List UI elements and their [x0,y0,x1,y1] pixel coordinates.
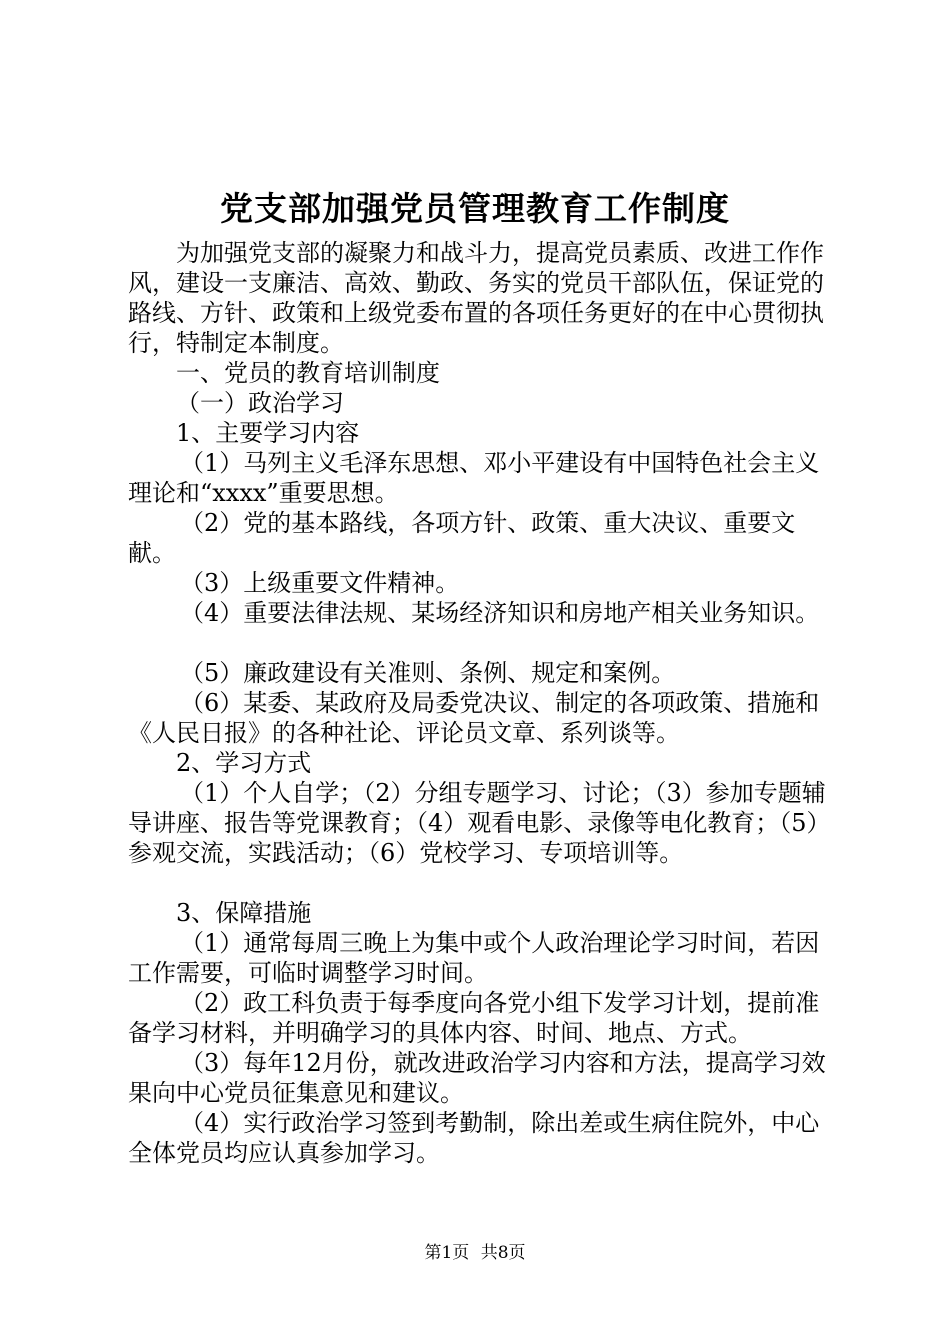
paragraph-item-1-2: （2）党的基本路线，各项方针、政策、重大决议、重要文献。 [128,509,796,567]
blank-line [128,628,828,658]
paragraph-item-3-2: （2）政工科负责于每季度向各党小组下发学习计划，提前准备学习材料，并明确学习的具体内容、时间、地点、方式。 [128,989,820,1047]
heading-subsection-1: （一）政治学习 [176,389,344,417]
paragraph-item-1-1: （1）马列主义毛泽东思想、邓小平建设有中国特色社会主义理论和“xxxx”重要思想。 [128,449,820,507]
paragraph-item-1-4: （4）重要法律法规、某场经济知识和房地产相关业务知识。 [180,599,820,627]
heading-item-3: 3、保障措施 [176,899,312,927]
paragraph-item-3-1: （1）通常每周三晚上为集中或个人政治理论学习时间，若因工作需要，可临时调整学习时间。 [128,929,820,987]
paragraph-item-1-6: （6）某委、某政府及局委党决议、制定的各项政策、措施和《人民日报》的各种社论、评论员文章、系列谈等。 [128,689,820,747]
paragraph-item-2-1: （1）个人自学；（2）分组专题学习、讨论；（3）参加专题辅导讲座、报告等党课教育；（4）观看电影、录像等电化教育；（5）参观交流，实践活动；（6）党校学习、专项培训等。 [128,779,826,867]
heading-section-1: 一、党员的教育培训制度 [176,359,440,387]
heading-item-1: 1、主要学习内容 [176,419,360,447]
page-number: 第1页 [424,1243,470,1263]
paragraph-intro: 为加强党支部的凝聚力和战斗力，提高党员素质、改进工作作风，建设一支廉洁、高效、勤政、务实的党员干部队伍，保证党的路线、方针、政策和上级党委布置的各项任务更好的在中心贯彻执行，特制定本制度。 [128,239,824,357]
heading-item-2: 2、学习方式 [176,749,312,777]
blank-line [128,868,828,898]
paragraph-item-1-5: （5）廉政建设有关准则、条例、规定和案例。 [180,659,676,687]
paragraph-item-3-3: （3）每年12月份，就改进政治学习内容和方法，提高学习效果向中心党员征集意见和建议。 [128,1049,826,1107]
document-title: 党支部加强党员管理教育工作制度 [220,189,730,228]
paragraph-item-1-3: （3）上级重要文件精神。 [180,569,460,597]
page-total: 共8页 [480,1243,526,1263]
page-footer [0,1241,950,1265]
paragraph-item-3-4: （4）实行政治学习签到考勤制，除出差或生病住院外，中心全体党员均应认真参加学习。 [128,1109,820,1167]
document-body [128,238,828,1168]
